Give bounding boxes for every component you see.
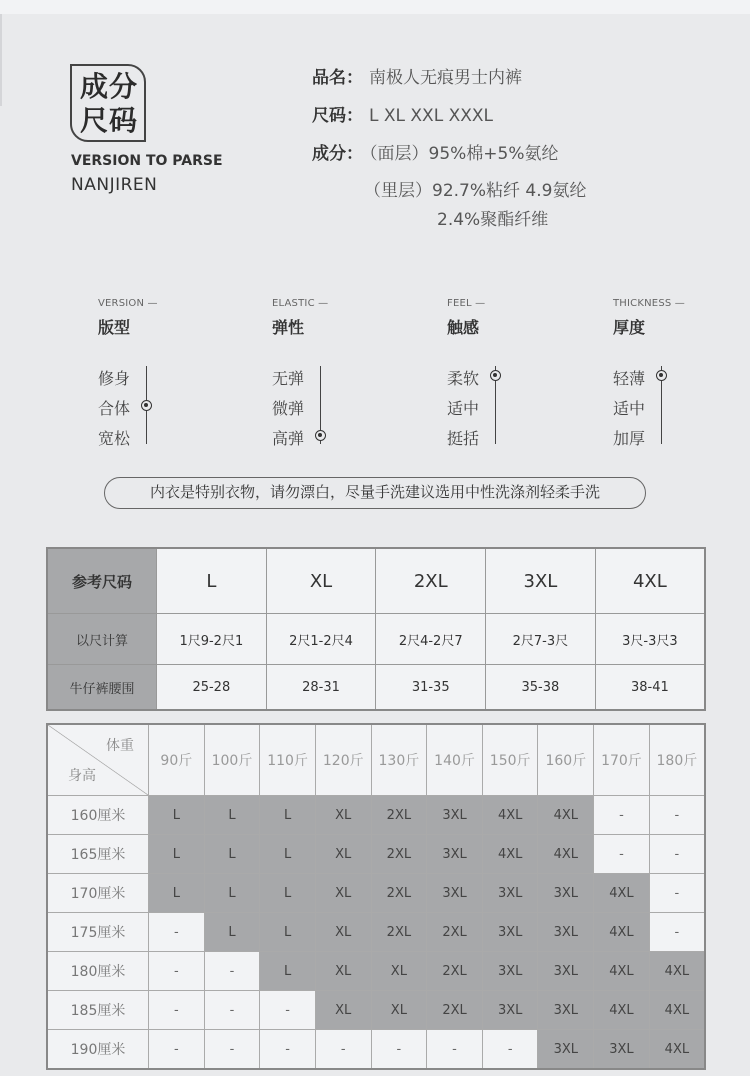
weight-header: 170斤 bbox=[594, 724, 650, 796]
fit-cell: 4XL bbox=[482, 835, 538, 874]
fit-cell: L bbox=[149, 874, 205, 913]
fit-cell: - bbox=[594, 835, 650, 874]
fit-cell: 4XL bbox=[649, 991, 705, 1030]
size-cell: 1尺9-2尺1 bbox=[157, 614, 267, 665]
fit-cell: - bbox=[649, 835, 705, 874]
attribute-en-label: VERSION — bbox=[98, 298, 158, 309]
attribute-en-label: THICKNESS — bbox=[613, 298, 685, 309]
attribute-option: 轻薄 bbox=[613, 369, 646, 388]
size-row-label: 以尺计算 bbox=[47, 614, 157, 665]
fit-cell: 3XL bbox=[482, 874, 538, 913]
attribute-option: 适中 bbox=[447, 399, 480, 418]
fit-cell: - bbox=[149, 1030, 205, 1070]
height-label: 190厘米 bbox=[47, 1030, 149, 1070]
fit-cell: 4XL bbox=[538, 835, 594, 874]
attribute-option: 适中 bbox=[613, 399, 646, 418]
fit-cell: 2XL bbox=[427, 991, 483, 1030]
fit-cell: 4XL bbox=[538, 796, 594, 835]
fit-cell: - bbox=[649, 874, 705, 913]
weight-header: 150斤 bbox=[482, 724, 538, 796]
weight-header: 120斤 bbox=[315, 724, 371, 796]
attribute-2 bbox=[272, 298, 402, 448]
fit-cell: 2XL bbox=[427, 952, 483, 991]
height-label: 160厘米 bbox=[47, 796, 149, 835]
fit-cell: 4XL bbox=[594, 952, 650, 991]
fit-cell: XL bbox=[315, 913, 371, 952]
size-row-label: 牛仔裤腰围 bbox=[47, 665, 157, 711]
fit-cell: 3XL bbox=[427, 796, 483, 835]
fit-cell: 4XL bbox=[649, 1030, 705, 1070]
size-cell: 38-41 bbox=[595, 665, 705, 711]
fit-cell: - bbox=[260, 1030, 316, 1070]
fit-cell: L bbox=[149, 835, 205, 874]
fit-cell: 3XL bbox=[538, 952, 594, 991]
corner-cell bbox=[47, 724, 149, 796]
fit-cell: - bbox=[204, 1030, 260, 1070]
fit-cell: L bbox=[204, 874, 260, 913]
fit-cell: - bbox=[594, 796, 650, 835]
height-row bbox=[47, 991, 705, 1030]
size-cell: 2XL bbox=[376, 548, 486, 614]
height-label: 180厘米 bbox=[47, 952, 149, 991]
weight-header-row bbox=[47, 724, 705, 796]
fit-cell: 3XL bbox=[594, 1030, 650, 1070]
size-row bbox=[47, 665, 705, 711]
fit-cell: L bbox=[260, 913, 316, 952]
size-cell: 2尺7-3尺 bbox=[486, 614, 596, 665]
attribute-4 bbox=[613, 298, 743, 448]
attribute-option: 柔软 bbox=[447, 369, 480, 388]
size-cell: 2尺1-2尺4 bbox=[266, 614, 376, 665]
fit-cell: 2XL bbox=[427, 913, 483, 952]
fit-cell: 3XL bbox=[538, 991, 594, 1030]
attribute-option: 无弹 bbox=[272, 369, 305, 388]
fit-cell: 4XL bbox=[594, 913, 650, 952]
size-cell: XL bbox=[266, 548, 376, 614]
fit-cell: 3XL bbox=[482, 913, 538, 952]
corner-height-label: 身高 bbox=[68, 768, 96, 784]
composition-label: 成分： bbox=[312, 144, 363, 164]
attribute-option: 高弹 bbox=[272, 429, 305, 448]
attribute-option: 宽松 bbox=[98, 429, 131, 448]
fit-cell: 3XL bbox=[482, 991, 538, 1030]
top-band bbox=[0, 0, 750, 14]
weight-header: 90斤 bbox=[149, 724, 205, 796]
fit-cell: XL bbox=[315, 835, 371, 874]
product-name-label: 品名： bbox=[312, 68, 363, 88]
height-row bbox=[47, 952, 705, 991]
fit-cell: - bbox=[427, 1030, 483, 1070]
height-row bbox=[47, 1030, 705, 1070]
composition-size-badge bbox=[70, 64, 146, 142]
size-cell: 35-38 bbox=[486, 665, 596, 711]
height-row bbox=[47, 874, 705, 913]
fit-cell: 3XL bbox=[538, 913, 594, 952]
weight-header: 110斤 bbox=[260, 724, 316, 796]
size-reference-table bbox=[46, 547, 706, 711]
fit-cell: L bbox=[149, 796, 205, 835]
composition-inner: （里层）92.7%粘纤 4.9氨纶 bbox=[364, 181, 587, 201]
brand-name: NANJIREN bbox=[71, 175, 158, 195]
height-row bbox=[47, 835, 705, 874]
fit-cell: L bbox=[260, 835, 316, 874]
fit-cell: - bbox=[482, 1030, 538, 1070]
size-row-label: 参考尺码 bbox=[47, 548, 157, 614]
size-cell: L bbox=[157, 548, 267, 614]
selected-indicator-icon bbox=[490, 370, 501, 381]
selected-indicator-icon bbox=[141, 400, 152, 411]
product-size-label: 尺码： bbox=[312, 106, 363, 126]
fit-cell: L bbox=[260, 952, 316, 991]
weight-header: 140斤 bbox=[427, 724, 483, 796]
fit-cell: L bbox=[204, 796, 260, 835]
height-label: 185厘米 bbox=[47, 991, 149, 1030]
fit-cell: XL bbox=[315, 991, 371, 1030]
attribute-3 bbox=[447, 298, 577, 448]
fit-cell: 3XL bbox=[538, 874, 594, 913]
attribute-cn-label: 触感 bbox=[447, 318, 480, 337]
attribute-option: 修身 bbox=[98, 369, 131, 388]
attribute-option: 合体 bbox=[98, 399, 131, 418]
fit-cell: 3XL bbox=[482, 952, 538, 991]
size-row bbox=[47, 548, 705, 614]
height-row bbox=[47, 913, 705, 952]
product-size-line bbox=[312, 101, 493, 126]
size-cell: 3尺-3尺3 bbox=[595, 614, 705, 665]
fit-cell: 2XL bbox=[371, 796, 427, 835]
fit-cell: - bbox=[315, 1030, 371, 1070]
fit-cell: XL bbox=[315, 952, 371, 991]
fit-cell: 3XL bbox=[427, 835, 483, 874]
size-cell: 31-35 bbox=[376, 665, 486, 711]
weight-header: 130斤 bbox=[371, 724, 427, 796]
badge-line-2: 尺码 bbox=[80, 104, 139, 137]
fit-cell: - bbox=[260, 991, 316, 1030]
fit-cell: - bbox=[149, 952, 205, 991]
size-cell: 28-31 bbox=[266, 665, 376, 711]
attribute-1 bbox=[98, 298, 228, 448]
fit-cell: - bbox=[204, 952, 260, 991]
attribute-cn-label: 弹性 bbox=[272, 318, 305, 337]
fit-cell: 4XL bbox=[594, 874, 650, 913]
fit-cell: 4XL bbox=[594, 991, 650, 1030]
fit-cell: 3XL bbox=[538, 1030, 594, 1070]
badge-line-1: 成分 bbox=[80, 70, 139, 103]
fit-chart-table bbox=[46, 723, 706, 1070]
attribute-cn-label: 厚度 bbox=[613, 318, 646, 337]
fit-cell: - bbox=[649, 913, 705, 952]
fit-cell: 2XL bbox=[371, 874, 427, 913]
product-name: 南极人无痕男士内裤 bbox=[369, 68, 522, 88]
attribute-option: 加厚 bbox=[613, 429, 646, 448]
height-label: 165厘米 bbox=[47, 835, 149, 874]
selected-indicator-icon bbox=[656, 370, 667, 381]
weight-header: 180斤 bbox=[649, 724, 705, 796]
fit-cell: - bbox=[649, 796, 705, 835]
fit-cell: XL bbox=[371, 952, 427, 991]
attribute-en-label: ELASTIC — bbox=[272, 298, 329, 309]
attribute-option: 微弹 bbox=[272, 399, 305, 418]
fit-cell: XL bbox=[371, 991, 427, 1030]
fit-cell: XL bbox=[315, 874, 371, 913]
fit-cell: L bbox=[260, 874, 316, 913]
size-cell: 4XL bbox=[595, 548, 705, 614]
corner-weight-label: 体重 bbox=[106, 738, 134, 754]
composition-outer: （面层）95%棉+5%氨纶 bbox=[369, 144, 559, 164]
attribute-en-label: FEEL — bbox=[447, 298, 486, 309]
product-sizes: L XL XXL XXXL bbox=[369, 106, 493, 126]
left-edge-mark bbox=[0, 14, 2, 106]
fit-cell: - bbox=[371, 1030, 427, 1070]
fit-cell: L bbox=[204, 835, 260, 874]
weight-header: 160斤 bbox=[538, 724, 594, 796]
fit-cell: 4XL bbox=[649, 952, 705, 991]
fit-cell: L bbox=[204, 913, 260, 952]
fit-cell: 3XL bbox=[427, 874, 483, 913]
fit-cell: L bbox=[260, 796, 316, 835]
composition-inner-2: 2.4%聚酯纤维 bbox=[437, 210, 549, 230]
fit-cell: 4XL bbox=[482, 796, 538, 835]
fit-cell: 2XL bbox=[371, 913, 427, 952]
weight-header: 100斤 bbox=[204, 724, 260, 796]
selected-indicator-icon bbox=[315, 430, 326, 441]
composition-line bbox=[312, 139, 559, 164]
care-notice: 内衣是特别衣物，请勿漂白，尽量手洗建议选用中性洗涤剂轻柔手洗 bbox=[104, 477, 646, 509]
fit-cell: XL bbox=[315, 796, 371, 835]
height-label: 175厘米 bbox=[47, 913, 149, 952]
size-row bbox=[47, 614, 705, 665]
fit-cell: - bbox=[149, 991, 205, 1030]
version-label: VERSION TO PARSE bbox=[71, 153, 223, 169]
fit-cell: - bbox=[149, 913, 205, 952]
size-cell: 3XL bbox=[486, 548, 596, 614]
size-cell: 2尺4-2尺7 bbox=[376, 614, 486, 665]
product-name-line bbox=[312, 63, 522, 88]
height-row bbox=[47, 796, 705, 835]
attribute-option: 挺括 bbox=[447, 429, 480, 448]
size-cell: 25-28 bbox=[157, 665, 267, 711]
height-label: 170厘米 bbox=[47, 874, 149, 913]
fit-cell: 2XL bbox=[371, 835, 427, 874]
attribute-cn-label: 版型 bbox=[98, 318, 131, 337]
fit-cell: - bbox=[204, 991, 260, 1030]
